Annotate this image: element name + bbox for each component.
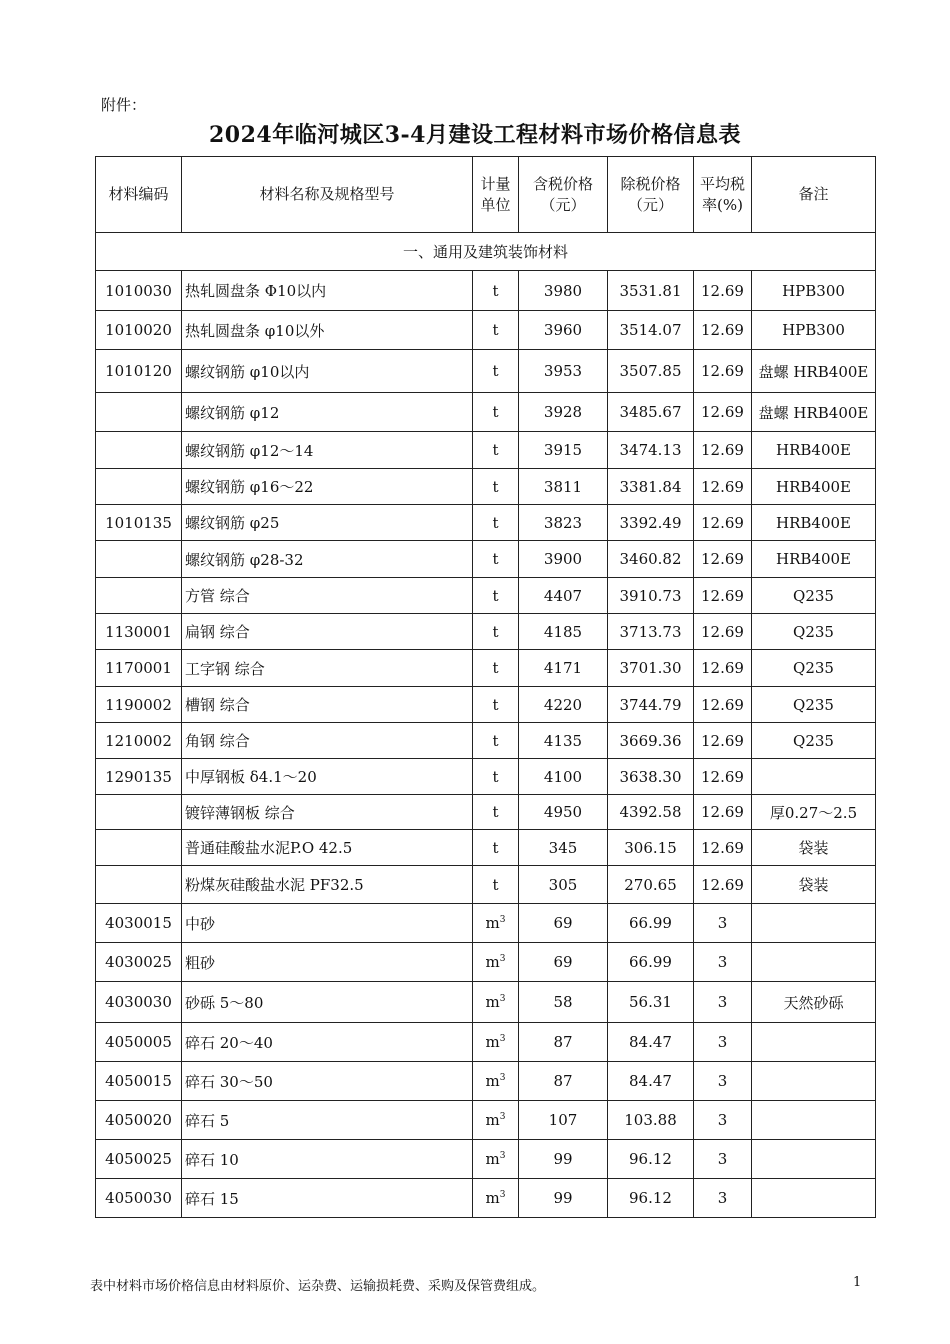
cell-code: 4030015 bbox=[96, 904, 182, 943]
cell-price-notax: 4392.58 bbox=[608, 795, 694, 830]
header-price-notax: 除税价格（元） bbox=[608, 157, 694, 233]
cell-price-notax: 3669.36 bbox=[608, 723, 694, 759]
table-row bbox=[96, 795, 876, 830]
table-row bbox=[96, 311, 876, 350]
cell-price-notax: 3460.82 bbox=[608, 541, 694, 578]
table-row bbox=[96, 866, 876, 904]
cell-name: 普通硅酸盐水泥P.O 42.5 bbox=[182, 830, 473, 866]
cell-price-notax: 3474.13 bbox=[608, 432, 694, 469]
header-name: 材料名称及规格型号 bbox=[182, 157, 473, 233]
cell-remark: HPB300 bbox=[752, 311, 876, 350]
cell-name: 螺纹钢筋 φ16～22 bbox=[182, 469, 473, 505]
unit-base: m bbox=[485, 1111, 500, 1129]
cell-price-tax: 4135 bbox=[519, 723, 608, 759]
cell-name: 角钢 综合 bbox=[182, 723, 473, 759]
cell-code: 4030025 bbox=[96, 943, 182, 982]
cell-remark: 天然砂砾 bbox=[752, 982, 876, 1023]
cell-unit bbox=[473, 1140, 519, 1179]
cell-unit: t bbox=[473, 432, 519, 469]
cell-unit: t bbox=[473, 614, 519, 650]
cell-price-tax: 87 bbox=[519, 1062, 608, 1101]
table-row bbox=[96, 393, 876, 432]
cell-price-notax: 96.12 bbox=[608, 1140, 694, 1179]
section-row bbox=[96, 233, 876, 271]
table-row bbox=[96, 469, 876, 505]
cell-code: 1010135 bbox=[96, 505, 182, 541]
table-row bbox=[96, 1140, 876, 1179]
table-body bbox=[96, 233, 876, 1218]
cell-unit bbox=[473, 943, 519, 982]
cell-name: 螺纹钢筋 φ12～14 bbox=[182, 432, 473, 469]
cell-price-notax: 3531.81 bbox=[608, 271, 694, 311]
cell-remark: 袋装 bbox=[752, 866, 876, 904]
table-row bbox=[96, 650, 876, 687]
cell-price-tax: 107 bbox=[519, 1101, 608, 1140]
cell-name: 中厚钢板 δ4.1～20 bbox=[182, 759, 473, 795]
cell-price-tax: 58 bbox=[519, 982, 608, 1023]
cell-tax-rate: 12.69 bbox=[694, 759, 752, 795]
cell-tax-rate: 12.69 bbox=[694, 541, 752, 578]
cell-code: 4050020 bbox=[96, 1101, 182, 1140]
cell-code bbox=[96, 432, 182, 469]
table-row bbox=[96, 943, 876, 982]
cell-tax-rate: 3 bbox=[694, 1179, 752, 1218]
cell-price-notax: 84.47 bbox=[608, 1023, 694, 1062]
cell-price-tax: 99 bbox=[519, 1179, 608, 1218]
cell-price-tax: 305 bbox=[519, 866, 608, 904]
table-row bbox=[96, 432, 876, 469]
cell-name: 热轧圆盘条 φ10以外 bbox=[182, 311, 473, 350]
cell-price-notax: 66.99 bbox=[608, 943, 694, 982]
cell-code bbox=[96, 541, 182, 578]
cell-remark: HPB300 bbox=[752, 271, 876, 311]
cell-name: 镀锌薄钢板 综合 bbox=[182, 795, 473, 830]
unit-superscript: 3 bbox=[499, 994, 506, 1004]
unit-base: m bbox=[485, 1072, 500, 1090]
table-row bbox=[96, 830, 876, 866]
cell-code: 4050015 bbox=[96, 1062, 182, 1101]
unit-superscript: 3 bbox=[499, 915, 506, 925]
cell-tax-rate: 12.69 bbox=[694, 311, 752, 350]
cell-remark: Q235 bbox=[752, 650, 876, 687]
cell-price-tax: 4171 bbox=[519, 650, 608, 687]
cell-unit: t bbox=[473, 795, 519, 830]
table-row bbox=[96, 1101, 876, 1140]
cell-code bbox=[96, 578, 182, 614]
cell-price-notax: 96.12 bbox=[608, 1179, 694, 1218]
cell-unit: t bbox=[473, 350, 519, 393]
cell-unit bbox=[473, 1101, 519, 1140]
cell-tax-rate: 3 bbox=[694, 1140, 752, 1179]
cell-tax-rate: 12.69 bbox=[694, 469, 752, 505]
cell-tax-rate: 3 bbox=[694, 1023, 752, 1062]
cell-tax-rate: 12.69 bbox=[694, 350, 752, 393]
cell-tax-rate: 12.69 bbox=[694, 866, 752, 904]
header-price-tax: 含税价格（元） bbox=[519, 157, 608, 233]
cell-remark: 袋装 bbox=[752, 830, 876, 866]
cell-price-notax: 3514.07 bbox=[608, 311, 694, 350]
table-row bbox=[96, 541, 876, 578]
cell-code: 4030030 bbox=[96, 982, 182, 1023]
cell-name: 工字钢 综合 bbox=[182, 650, 473, 687]
cell-name: 碎石 15 bbox=[182, 1179, 473, 1218]
attachment-label: 附件： bbox=[101, 96, 147, 114]
table-row bbox=[96, 1179, 876, 1218]
cell-tax-rate: 12.69 bbox=[694, 650, 752, 687]
cell-code: 1130001 bbox=[96, 614, 182, 650]
cell-unit bbox=[473, 904, 519, 943]
cell-remark: HRB400E bbox=[752, 505, 876, 541]
cell-price-notax: 270.65 bbox=[608, 866, 694, 904]
table-row bbox=[96, 1062, 876, 1101]
cell-price-notax: 3638.30 bbox=[608, 759, 694, 795]
cell-price-tax: 87 bbox=[519, 1023, 608, 1062]
cell-unit bbox=[473, 1062, 519, 1101]
cell-price-notax: 3744.79 bbox=[608, 687, 694, 723]
header-tax-rate: 平均税率(%) bbox=[694, 157, 752, 233]
cell-code: 4050005 bbox=[96, 1023, 182, 1062]
cell-price-tax: 3823 bbox=[519, 505, 608, 541]
table-row bbox=[96, 578, 876, 614]
cell-name: 碎石 10 bbox=[182, 1140, 473, 1179]
cell-name: 螺纹钢筋 φ10以内 bbox=[182, 350, 473, 393]
cell-name: 槽钢 综合 bbox=[182, 687, 473, 723]
cell-price-tax: 4950 bbox=[519, 795, 608, 830]
cell-tax-rate: 12.69 bbox=[694, 505, 752, 541]
cell-price-notax: 3381.84 bbox=[608, 469, 694, 505]
price-table bbox=[95, 156, 876, 1218]
cell-tax-rate: 12.69 bbox=[694, 830, 752, 866]
cell-remark: Q235 bbox=[752, 614, 876, 650]
cell-price-tax: 69 bbox=[519, 904, 608, 943]
cell-tax-rate: 3 bbox=[694, 1062, 752, 1101]
cell-code: 1290135 bbox=[96, 759, 182, 795]
header-row bbox=[96, 157, 876, 233]
cell-price-tax: 3928 bbox=[519, 393, 608, 432]
cell-name: 碎石 30～50 bbox=[182, 1062, 473, 1101]
cell-price-tax: 3811 bbox=[519, 469, 608, 505]
unit-superscript: 3 bbox=[499, 1073, 506, 1083]
cell-price-notax: 3485.67 bbox=[608, 393, 694, 432]
cell-remark: HRB400E bbox=[752, 541, 876, 578]
cell-name: 方管 综合 bbox=[182, 578, 473, 614]
cell-unit: t bbox=[473, 830, 519, 866]
cell-price-notax: 3701.30 bbox=[608, 650, 694, 687]
table-row bbox=[96, 505, 876, 541]
page-number: 1 bbox=[853, 1275, 862, 1290]
unit-superscript: 3 bbox=[499, 1151, 506, 1161]
cell-unit bbox=[473, 1023, 519, 1062]
cell-name: 螺纹钢筋 φ12 bbox=[182, 393, 473, 432]
cell-price-tax: 3980 bbox=[519, 271, 608, 311]
unit-base: m bbox=[485, 993, 500, 1011]
header-code: 材料编码 bbox=[96, 157, 182, 233]
cell-remark bbox=[752, 1062, 876, 1101]
cell-name: 砂砾 5～80 bbox=[182, 982, 473, 1023]
table-row bbox=[96, 271, 876, 311]
cell-unit: t bbox=[473, 687, 519, 723]
cell-unit: t bbox=[473, 723, 519, 759]
cell-remark: HRB400E bbox=[752, 432, 876, 469]
cell-price-notax: 84.47 bbox=[608, 1062, 694, 1101]
cell-price-tax: 4185 bbox=[519, 614, 608, 650]
header-remark: 备注 bbox=[752, 157, 876, 233]
cell-price-notax: 66.99 bbox=[608, 904, 694, 943]
cell-remark bbox=[752, 1023, 876, 1062]
cell-price-tax: 345 bbox=[519, 830, 608, 866]
header-unit: 计量单位 bbox=[473, 157, 519, 233]
cell-name: 螺纹钢筋 φ25 bbox=[182, 505, 473, 541]
cell-name: 碎石 20～40 bbox=[182, 1023, 473, 1062]
cell-unit: t bbox=[473, 541, 519, 578]
cell-unit: t bbox=[473, 311, 519, 350]
cell-tax-rate: 12.69 bbox=[694, 578, 752, 614]
cell-code bbox=[96, 866, 182, 904]
cell-remark bbox=[752, 1101, 876, 1140]
cell-remark: 盘螺 HRB400E bbox=[752, 393, 876, 432]
cell-name: 扁钢 综合 bbox=[182, 614, 473, 650]
table-row bbox=[96, 1023, 876, 1062]
cell-name: 碎石 5 bbox=[182, 1101, 473, 1140]
unit-base: m bbox=[485, 1150, 500, 1168]
cell-price-tax: 4407 bbox=[519, 578, 608, 614]
cell-unit: t bbox=[473, 650, 519, 687]
cell-tax-rate: 12.69 bbox=[694, 393, 752, 432]
cell-price-notax: 3910.73 bbox=[608, 578, 694, 614]
cell-tax-rate: 3 bbox=[694, 943, 752, 982]
cell-tax-rate: 12.69 bbox=[694, 687, 752, 723]
cell-tax-rate: 3 bbox=[694, 1101, 752, 1140]
cell-unit bbox=[473, 1179, 519, 1218]
cell-unit: t bbox=[473, 271, 519, 311]
cell-price-notax: 3507.85 bbox=[608, 350, 694, 393]
table-row bbox=[96, 759, 876, 795]
unit-base: m bbox=[485, 914, 500, 932]
cell-price-tax: 99 bbox=[519, 1140, 608, 1179]
cell-name: 螺纹钢筋 φ28-32 bbox=[182, 541, 473, 578]
cell-code: 1010030 bbox=[96, 271, 182, 311]
cell-name: 热轧圆盘条 Φ10以内 bbox=[182, 271, 473, 311]
cell-remark: 盘螺 HRB400E bbox=[752, 350, 876, 393]
cell-code: 4050030 bbox=[96, 1179, 182, 1218]
section-title: 一、通用及建筑装饰材料 bbox=[96, 233, 876, 271]
unit-base: m bbox=[485, 1033, 500, 1051]
page-title: 2024年临河城区3-4月建设工程材料市场价格信息表 bbox=[209, 122, 741, 148]
unit-superscript: 3 bbox=[499, 1034, 506, 1044]
cell-remark: Q235 bbox=[752, 723, 876, 759]
cell-price-notax: 103.88 bbox=[608, 1101, 694, 1140]
cell-tax-rate: 3 bbox=[694, 904, 752, 943]
cell-code: 1010020 bbox=[96, 311, 182, 350]
cell-name: 粗砂 bbox=[182, 943, 473, 982]
cell-price-tax: 3915 bbox=[519, 432, 608, 469]
cell-unit: t bbox=[473, 505, 519, 541]
unit-superscript: 3 bbox=[499, 1112, 506, 1122]
cell-unit: t bbox=[473, 469, 519, 505]
cell-remark: Q235 bbox=[752, 687, 876, 723]
cell-tax-rate: 12.69 bbox=[694, 795, 752, 830]
cell-tax-rate: 12.69 bbox=[694, 432, 752, 469]
cell-unit: t bbox=[473, 866, 519, 904]
cell-price-notax: 3392.49 bbox=[608, 505, 694, 541]
table-row bbox=[96, 723, 876, 759]
cell-price-tax: 3960 bbox=[519, 311, 608, 350]
cell-code: 1170001 bbox=[96, 650, 182, 687]
cell-code: 4050025 bbox=[96, 1140, 182, 1179]
cell-remark: 厚0.27～2.5 bbox=[752, 795, 876, 830]
cell-price-tax: 3953 bbox=[519, 350, 608, 393]
cell-remark bbox=[752, 759, 876, 795]
table-row bbox=[96, 904, 876, 943]
cell-price-notax: 306.15 bbox=[608, 830, 694, 866]
cell-code bbox=[96, 393, 182, 432]
cell-name: 粉煤灰硅酸盐水泥 PF32.5 bbox=[182, 866, 473, 904]
cell-unit: t bbox=[473, 393, 519, 432]
cell-remark bbox=[752, 1140, 876, 1179]
table-row bbox=[96, 687, 876, 723]
cell-unit: t bbox=[473, 759, 519, 795]
table-row bbox=[96, 350, 876, 393]
cell-price-tax: 4220 bbox=[519, 687, 608, 723]
cell-remark: HRB400E bbox=[752, 469, 876, 505]
unit-base: m bbox=[485, 953, 500, 971]
cell-code: 1010120 bbox=[96, 350, 182, 393]
cell-name: 中砂 bbox=[182, 904, 473, 943]
footer-note: 表中材料市场价格信息由材料原价、运杂费、运输损耗费、采购及保管费组成。 bbox=[90, 1279, 546, 1294]
cell-tax-rate: 12.69 bbox=[694, 614, 752, 650]
table-row bbox=[96, 614, 876, 650]
cell-unit: t bbox=[473, 578, 519, 614]
cell-remark bbox=[752, 943, 876, 982]
cell-price-tax: 3900 bbox=[519, 541, 608, 578]
cell-tax-rate: 3 bbox=[694, 982, 752, 1023]
cell-tax-rate: 12.69 bbox=[694, 723, 752, 759]
cell-tax-rate: 12.69 bbox=[694, 271, 752, 311]
cell-code: 1190002 bbox=[96, 687, 182, 723]
table-row bbox=[96, 982, 876, 1023]
unit-superscript: 3 bbox=[499, 954, 506, 964]
cell-code bbox=[96, 795, 182, 830]
unit-superscript: 3 bbox=[499, 1190, 506, 1200]
cell-price-tax: 69 bbox=[519, 943, 608, 982]
cell-code: 1210002 bbox=[96, 723, 182, 759]
cell-unit bbox=[473, 982, 519, 1023]
cell-price-tax: 4100 bbox=[519, 759, 608, 795]
cell-code bbox=[96, 830, 182, 866]
cell-price-notax: 3713.73 bbox=[608, 614, 694, 650]
cell-code bbox=[96, 469, 182, 505]
cell-remark bbox=[752, 904, 876, 943]
cell-remark bbox=[752, 1179, 876, 1218]
cell-price-notax: 56.31 bbox=[608, 982, 694, 1023]
unit-base: m bbox=[485, 1189, 500, 1207]
cell-remark: Q235 bbox=[752, 578, 876, 614]
